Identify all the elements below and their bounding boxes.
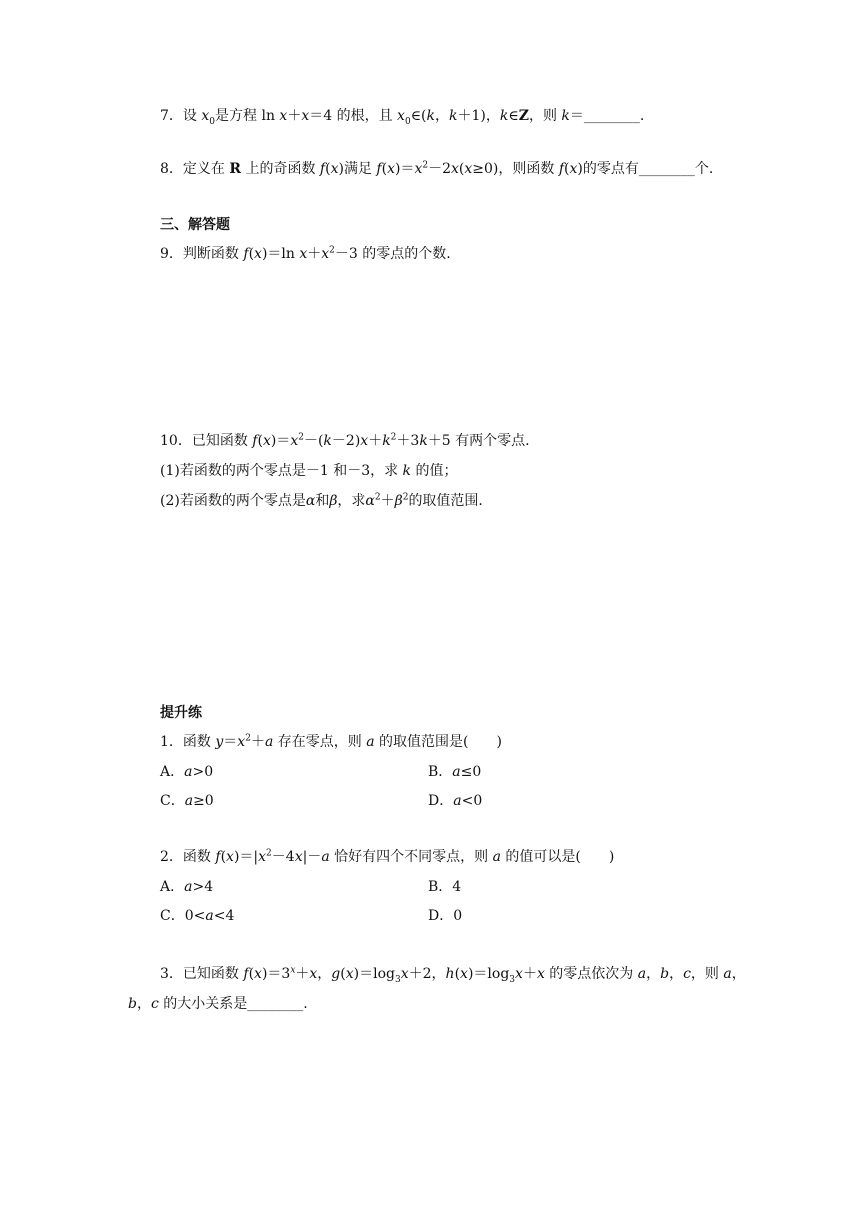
question-number: 7． bbox=[160, 108, 183, 124]
subscript: 3 bbox=[509, 974, 516, 985]
text: )＝ln bbox=[261, 246, 300, 262]
superscript: 2 bbox=[390, 432, 397, 443]
text: ＋ bbox=[287, 108, 302, 124]
var: x bbox=[294, 849, 303, 865]
question-7 bbox=[160, 106, 644, 126]
var: k bbox=[419, 433, 428, 449]
var: a bbox=[184, 793, 194, 809]
text: －4 bbox=[271, 849, 295, 865]
option-label: D． bbox=[428, 908, 454, 924]
text: )＝| bbox=[233, 849, 259, 865]
text: ＝4 的根，且 bbox=[309, 108, 398, 124]
var: β bbox=[329, 493, 338, 509]
superscript: 2 bbox=[266, 848, 272, 859]
var: g bbox=[331, 966, 341, 982]
text: ＋ bbox=[250, 734, 265, 750]
text: )＝ bbox=[394, 161, 415, 177]
var: b bbox=[660, 966, 670, 982]
text: ( bbox=[325, 161, 331, 177]
text: )＝ bbox=[270, 433, 291, 449]
var: h bbox=[445, 966, 455, 982]
option-label: A． bbox=[160, 764, 185, 780]
text: ＋ bbox=[368, 433, 383, 449]
text: ＋ bbox=[380, 493, 395, 509]
text: ＋3 bbox=[396, 433, 420, 449]
text: ≥0)，则函数 bbox=[472, 161, 559, 177]
text: ( bbox=[564, 161, 570, 177]
text: ， bbox=[317, 966, 332, 982]
var: x bbox=[201, 108, 210, 124]
var: x bbox=[290, 433, 299, 449]
text: 的值； bbox=[411, 463, 458, 479]
text: 0 bbox=[453, 908, 463, 924]
text: ( bbox=[381, 161, 388, 177]
var: c bbox=[683, 966, 691, 982]
text: 4 bbox=[452, 879, 462, 895]
option-label: C． bbox=[160, 908, 185, 924]
text: ， bbox=[435, 108, 449, 124]
question-8 bbox=[160, 159, 713, 179]
answer-blank: )的零点有________个. bbox=[577, 161, 714, 177]
option-a[interactable] bbox=[160, 877, 213, 897]
text: >4 bbox=[192, 879, 214, 895]
text: |－ bbox=[302, 849, 322, 865]
var: k bbox=[382, 433, 391, 449]
var: a bbox=[492, 849, 501, 865]
superscript: 2 bbox=[298, 432, 304, 443]
text: )＝log bbox=[467, 966, 510, 982]
practice-question-3-continued bbox=[128, 994, 308, 1014]
option-label: B． bbox=[428, 879, 453, 895]
practice-question-1 bbox=[160, 732, 502, 752]
var: a bbox=[723, 966, 732, 982]
var: x bbox=[397, 108, 405, 124]
var: a bbox=[637, 966, 647, 982]
question-number: 3． bbox=[160, 966, 183, 982]
answer-blank: 的大小关系是________. bbox=[158, 996, 308, 1012]
var: x bbox=[536, 966, 545, 982]
option-label: B． bbox=[428, 764, 453, 780]
var: b bbox=[128, 996, 137, 1012]
var: y bbox=[215, 734, 224, 750]
option-c[interactable] bbox=[160, 906, 234, 926]
text: ＋1)， bbox=[457, 108, 500, 124]
subscript: 0 bbox=[404, 116, 411, 127]
var: x bbox=[330, 161, 339, 177]
text: >0 bbox=[192, 764, 214, 780]
text: 的取值范围是( ) bbox=[374, 734, 502, 750]
var: x bbox=[309, 966, 318, 982]
var: f bbox=[243, 246, 249, 262]
var: x bbox=[569, 161, 578, 177]
var: x bbox=[400, 966, 409, 982]
question-10-part-1 bbox=[160, 461, 457, 481]
text: ＋2， bbox=[408, 966, 446, 982]
text: 上的奇函数 bbox=[241, 161, 320, 177]
text: 和 bbox=[315, 493, 330, 509]
option-label: D． bbox=[428, 793, 454, 809]
text: ，则 bbox=[528, 108, 562, 124]
var: x bbox=[279, 108, 288, 124]
var: f bbox=[252, 433, 258, 449]
text: ∈ bbox=[508, 108, 519, 124]
var: x bbox=[321, 246, 330, 262]
var: k bbox=[402, 463, 412, 479]
text: 已知函数 bbox=[191, 433, 253, 449]
var: a bbox=[205, 908, 214, 924]
var: x bbox=[515, 966, 523, 982]
text: ∈( bbox=[410, 108, 427, 124]
set-symbol: Z bbox=[518, 108, 529, 124]
question-number: 10． bbox=[160, 433, 192, 449]
text: ＋ bbox=[307, 246, 322, 262]
var: x bbox=[254, 966, 262, 982]
text: ＝ bbox=[223, 734, 238, 750]
text: ＋5 有两个零点. bbox=[427, 433, 530, 449]
text: 的值可以是( ) bbox=[500, 849, 615, 865]
text: ， bbox=[669, 966, 684, 982]
option-a[interactable] bbox=[160, 762, 213, 782]
text: 的取值范围. bbox=[408, 493, 483, 509]
var: a bbox=[184, 764, 193, 780]
text: ( bbox=[458, 161, 465, 177]
text: 函数 bbox=[182, 849, 216, 865]
subscript: 0 bbox=[209, 116, 216, 127]
superscript: 2 bbox=[402, 492, 409, 503]
text: )＝3 bbox=[261, 966, 291, 982]
text: (2)若函数的两个零点是 bbox=[160, 493, 306, 509]
var: a bbox=[452, 764, 461, 780]
var: x bbox=[226, 849, 234, 865]
var: f bbox=[558, 161, 565, 177]
var: x bbox=[387, 161, 395, 177]
var: a bbox=[184, 879, 193, 895]
superscript: 2 bbox=[374, 492, 381, 503]
practice-question-3 bbox=[160, 964, 746, 984]
question-10 bbox=[160, 431, 530, 451]
var: x bbox=[414, 161, 423, 177]
text: 已知函数 bbox=[182, 966, 244, 982]
section-heading-practice: 提升练 bbox=[160, 705, 202, 721]
section-heading-solutions: 三、解答题 bbox=[160, 217, 230, 233]
text: ， bbox=[136, 996, 151, 1012]
var: f bbox=[215, 849, 221, 865]
var: α bbox=[365, 493, 375, 509]
text: ( bbox=[454, 966, 461, 982]
var: a bbox=[264, 734, 274, 750]
text: ，求 bbox=[337, 493, 366, 509]
text: 定义在 bbox=[182, 161, 230, 177]
superscript: x bbox=[290, 965, 296, 976]
var: k bbox=[426, 108, 435, 124]
option-c[interactable] bbox=[160, 791, 214, 811]
var: β bbox=[394, 493, 403, 509]
text: 判断函数 bbox=[182, 246, 244, 262]
option-d[interactable] bbox=[428, 791, 482, 811]
answer-blank: ＝________. bbox=[569, 108, 645, 124]
option-d[interactable] bbox=[428, 906, 462, 926]
var: k bbox=[449, 108, 458, 124]
option-b[interactable] bbox=[428, 762, 481, 782]
question-9 bbox=[160, 244, 451, 264]
text: (1)若函数的两个零点是－1 和－3，求 bbox=[160, 463, 403, 479]
text: 0< bbox=[184, 908, 206, 924]
text: ＋ bbox=[522, 966, 537, 982]
superscript: 2 bbox=[329, 245, 335, 256]
text: 函数 bbox=[182, 734, 216, 750]
question-number: 2． bbox=[160, 849, 183, 865]
var: x bbox=[345, 966, 354, 982]
var: α bbox=[305, 493, 316, 509]
text: 恰好有四个不同零点，则 bbox=[329, 849, 493, 865]
superscript: 2 bbox=[422, 160, 429, 171]
var: f bbox=[319, 161, 326, 177]
text: ≥0 bbox=[193, 793, 214, 809]
var: k bbox=[499, 108, 509, 124]
var: x bbox=[262, 433, 271, 449]
text: 的零点依次为 bbox=[544, 966, 638, 982]
var: x bbox=[301, 108, 310, 124]
text: ＋ bbox=[295, 966, 310, 982]
text: ， bbox=[646, 966, 661, 982]
text: <4 bbox=[213, 908, 235, 924]
var: k bbox=[561, 108, 570, 124]
var: a bbox=[366, 734, 375, 750]
var: x bbox=[258, 849, 267, 865]
var: x bbox=[237, 734, 246, 750]
var: f bbox=[376, 161, 382, 177]
text: －2) bbox=[331, 433, 361, 449]
var: f bbox=[243, 966, 249, 982]
text: 设 bbox=[182, 108, 202, 124]
superscript: 2 bbox=[245, 733, 251, 744]
question-10-part-2 bbox=[160, 491, 483, 511]
option-label: A． bbox=[160, 879, 185, 895]
text: ( bbox=[248, 966, 255, 982]
subscript: 3 bbox=[394, 974, 401, 985]
var: k bbox=[323, 433, 332, 449]
text: ，则 bbox=[690, 966, 724, 982]
practice-question-2 bbox=[160, 847, 614, 867]
var: x bbox=[360, 433, 369, 449]
text: ≤0 bbox=[460, 764, 482, 780]
option-label: C． bbox=[160, 793, 185, 809]
var: x bbox=[460, 966, 468, 982]
var: x bbox=[464, 161, 473, 177]
text: －2 bbox=[428, 161, 451, 177]
text: －( bbox=[303, 433, 324, 449]
text: ( bbox=[340, 966, 346, 982]
question-number: 9． bbox=[160, 246, 183, 262]
text: ( bbox=[248, 246, 255, 262]
var: x bbox=[451, 161, 459, 177]
question-number: 1． bbox=[160, 734, 183, 750]
text: )＝log bbox=[353, 966, 395, 982]
text: ( bbox=[257, 433, 263, 449]
option-b[interactable] bbox=[428, 877, 461, 897]
set-symbol: R bbox=[229, 161, 242, 177]
text: ， bbox=[731, 966, 746, 982]
text: 存在零点，则 bbox=[273, 734, 367, 750]
text: 是方程 ln bbox=[215, 108, 280, 124]
var: x bbox=[299, 246, 308, 262]
var: x bbox=[254, 246, 262, 262]
text: ( bbox=[220, 849, 227, 865]
text: )满足 bbox=[338, 161, 377, 177]
var: c bbox=[150, 996, 159, 1012]
text: <0 bbox=[461, 793, 483, 809]
question-number: 8． bbox=[160, 161, 183, 177]
var: a bbox=[321, 849, 330, 865]
var: a bbox=[453, 793, 462, 809]
text: －3 的零点的个数. bbox=[334, 246, 451, 262]
